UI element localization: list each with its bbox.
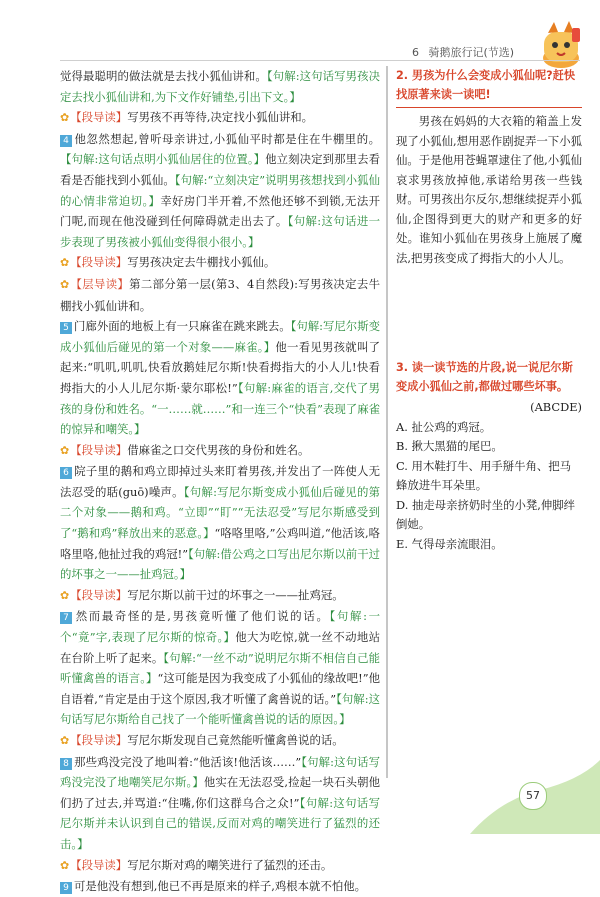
mascot-icon xyxy=(538,18,584,70)
paragraph xyxy=(60,730,380,752)
guide-tag: 【段导读】 xyxy=(70,587,128,602)
guide-text: 写男孩不再等待,决定找小狐仙讲和。 xyxy=(127,110,314,125)
sentence-note: 【句解:这句话写尼尔斯给自己找了一个能听懂禽兽说的话的原因。】 xyxy=(60,691,380,727)
body-text: 然而最奇怪的是,男孩竟听懂了他们说的话。 xyxy=(74,609,330,624)
guide-text: 写男孩决定去牛棚找小狐仙。 xyxy=(127,255,276,270)
paragraph xyxy=(60,274,380,316)
sentence-note: 【句解:“一丝不动”说明尼尔斯不相信自己能听懂禽兽的语言。】 xyxy=(60,650,380,686)
header-rule xyxy=(60,60,580,61)
paragraph xyxy=(60,66,380,107)
sentence-note: 【句解:这句话写男孩决定去找小狐仙讲和,为下文作好铺垫,引出下文。】 xyxy=(60,69,380,104)
page-header xyxy=(412,44,514,60)
question-3-answer-key: (ABCDE) xyxy=(530,400,582,414)
sentence-note: 【句解:这句话写尼尔斯并未认识到自己的错误,反而对鸡的嘲笑进行了猛烈的还击。】 xyxy=(60,795,380,851)
body-text: 他忽然想起,曾听母亲讲过,小狐仙平时都是住在牛棚里的。 xyxy=(74,131,380,146)
sentence-note: 【句解:借公鸡之口写出尼尔斯以前干过的坏事之一——扯鸡冠。】 xyxy=(60,546,381,582)
guide-tag: 【段导读】 xyxy=(70,255,128,270)
guide-text: 写尼尔斯发现自己竟然能听懂禽兽说的话。 xyxy=(127,733,344,747)
paragraph-number: 4 xyxy=(60,135,72,147)
guide-tag: 【层导读】 xyxy=(70,276,130,291)
guide-text: 第二部分第一层(第3、4自然段):写男孩决定去牛棚找小狐仙讲和。 xyxy=(60,276,380,313)
lightbulb-icon: ✿ xyxy=(60,588,70,602)
body-text: 院子里的鹅和鸡立即掉过头来盯着男孩,并发出了一阵使人无法忍受的聒(guō)噪声。 xyxy=(60,464,380,499)
guide-tag: 【段导读】 xyxy=(70,110,128,125)
paragraph xyxy=(60,252,380,274)
question-2-title: 2. 男孩为什么会变成小狐仙呢?赶快找原著来读一读吧! xyxy=(396,69,576,101)
paragraph-number: 7 xyxy=(60,612,72,624)
lightbulb-icon: ✿ xyxy=(60,256,70,270)
guide-text: 写尼尔斯对鸡的嘲笑进行了猛烈的还击。 xyxy=(127,857,333,872)
guide-tag: 【段导读】 xyxy=(70,733,128,747)
guide-tag: 【段导读】 xyxy=(70,442,128,457)
sentence-note: 【句解:写尼尔斯变成小狐仙后碰见的第一个对象——麻雀。】 xyxy=(60,319,380,354)
main-text-column xyxy=(60,66,380,897)
answer-option: A. 扯公鸡的鸡冠。 xyxy=(396,419,492,434)
paragraph xyxy=(60,585,380,607)
paragraph xyxy=(60,752,380,855)
paragraph xyxy=(60,461,380,585)
question-2-answer: 男孩在妈妈的大衣箱的箱盖上发现了小狐仙,想用恶作剧捉弄一下小狐仙。于是他用苍蝇罩逮住了他,小狐仙哀求男孩放掉他,承诺给男孩一些钱财。可男孩出尔反尔,想继续捉弄小狐仙,企图得到更大的财产和更多的好处。谁知小狐仙在男孩身上施展了魔法,把男孩变成了拇指大的小人儿。 xyxy=(396,114,582,265)
body-text: 幸好房门半开着,不然他还够不到锁,无法开门呢,而现在他没碰到任何障碍就走出去了。 xyxy=(60,193,380,229)
question-3-title: 3. 读一读节选的片段,说一说尼尔斯变成小狐仙之前,都做过哪些坏事。 xyxy=(396,361,573,393)
paragraph xyxy=(60,876,380,897)
lightbulb-icon: ✿ xyxy=(60,111,70,125)
sentence-note: 【句解:这句话进一步表现了男孩被小狐仙变得很小很小。】 xyxy=(60,214,381,249)
body-text: 觉得最聪明的做法就是去找小狐仙讲和。 xyxy=(60,69,267,83)
sentence-note: 【句解:“立刻决定”说明男孩想找到小狐仙的心情非常迫切。】 xyxy=(60,172,380,208)
guide-text: 借麻雀之口交代男孩的身份和姓名。 xyxy=(127,442,310,457)
body-text: “这可能是因为我变成了小狐仙的缘故吧!”他自语着,“肯定是由于这个原因,我才听懂了禽兽说的话。” xyxy=(60,671,380,706)
body-text: 门廊外面的地板上有一只麻雀在跳来跳去。 xyxy=(74,319,291,334)
answer-option: C. 用木鞋打牛、用手掰牛角、把马蜂放进牛耳朵里。 xyxy=(396,458,572,492)
paragraph xyxy=(60,440,380,462)
sentence-note: 【句解:一个“竟”字,表现了尼尔斯的惊奇。】 xyxy=(60,609,381,645)
paragraph xyxy=(60,129,380,253)
body-text: 他立刻决定到那里去看看是否能找到小狐仙。 xyxy=(60,152,380,187)
body-text: 他大为吃惊,就一丝不动地站在台阶上听了起来。 xyxy=(60,630,380,665)
body-text: “咯咯里咯,”公鸡叫道,“他活该,咯咯里咯,他扯过我的鸡冠!” xyxy=(60,526,380,561)
paragraph-number: 9 xyxy=(60,882,72,894)
lightbulb-icon: ✿ xyxy=(60,858,70,872)
answer-option: E. 气得母亲流眼泪。 xyxy=(396,536,503,551)
column-divider xyxy=(386,66,388,778)
paragraph-number: 5 xyxy=(60,322,72,334)
chapter-title: 骑鹅旅行记(节选) xyxy=(428,46,515,59)
paragraph xyxy=(60,606,380,730)
guide-text: 写尼尔斯以前干过的坏事之一——扯鸡冠。 xyxy=(127,587,344,602)
question-2-rule xyxy=(396,107,582,108)
lightbulb-icon: ✿ xyxy=(60,277,70,291)
lightbulb-icon: ✿ xyxy=(60,734,70,747)
lightbulb-icon: ✿ xyxy=(60,443,70,457)
question-3-block xyxy=(396,358,582,554)
body-text: 可是他没有想到,他已不再是原来的样子,鸡根本就不怕他。 xyxy=(74,879,367,894)
paragraph-number: 8 xyxy=(60,758,72,770)
sentence-note: 【句解:这句话点明小狐仙居住的位置。】 xyxy=(60,152,266,167)
sentence-note: 【句解:写尼尔斯变成小狐仙后碰见的第二个对象——鹅和鸡。“立即”“盯”“无法忍受”写尼尔斯感受到了“鹅和鸡”释放出来的恶意。】 xyxy=(60,484,381,541)
body-text: 他一看见男孩就叫了起来:“叽叽,叽叽,快看放鹅娃尼尔斯!快看拇指大的小人儿!快看拇指大的小人儿尼尔斯·蒙尔耶松!” xyxy=(60,339,380,395)
page-number: 57 xyxy=(519,782,547,810)
paragraph xyxy=(60,855,380,877)
answer-option: D. 抽走母亲挤奶时坐的小凳,伸脚绊倒她。 xyxy=(396,497,576,531)
sentence-note: 【句解:麻雀的语言,交代了男孩的身份和姓名。“一……就……”和一连三个“快看”表现了麻雀的惊异和嘲笑。】 xyxy=(60,380,380,437)
paragraph xyxy=(60,316,380,440)
body-text: 那些鸡没完没了地叫着:“他活该!他活该……” xyxy=(74,754,302,769)
sentence-note: 【句解:这句话写鸡没完没了地嘲笑尼尔斯。】 xyxy=(60,754,380,790)
body-text: 他实在无法忍受,捡起一块石头朝他们扔了过去,并骂道:“住嘴,你们这群乌合之众!” xyxy=(60,775,380,810)
paragraph xyxy=(60,107,380,129)
question-3-options xyxy=(396,418,582,555)
answer-option: B. 揪大黑猫的尾巴。 xyxy=(396,439,503,453)
paragraph-number: 6 xyxy=(60,467,72,479)
guide-tag: 【段导读】 xyxy=(70,857,128,872)
question-2-block xyxy=(396,66,582,268)
chapter-number: 6 xyxy=(412,46,419,59)
